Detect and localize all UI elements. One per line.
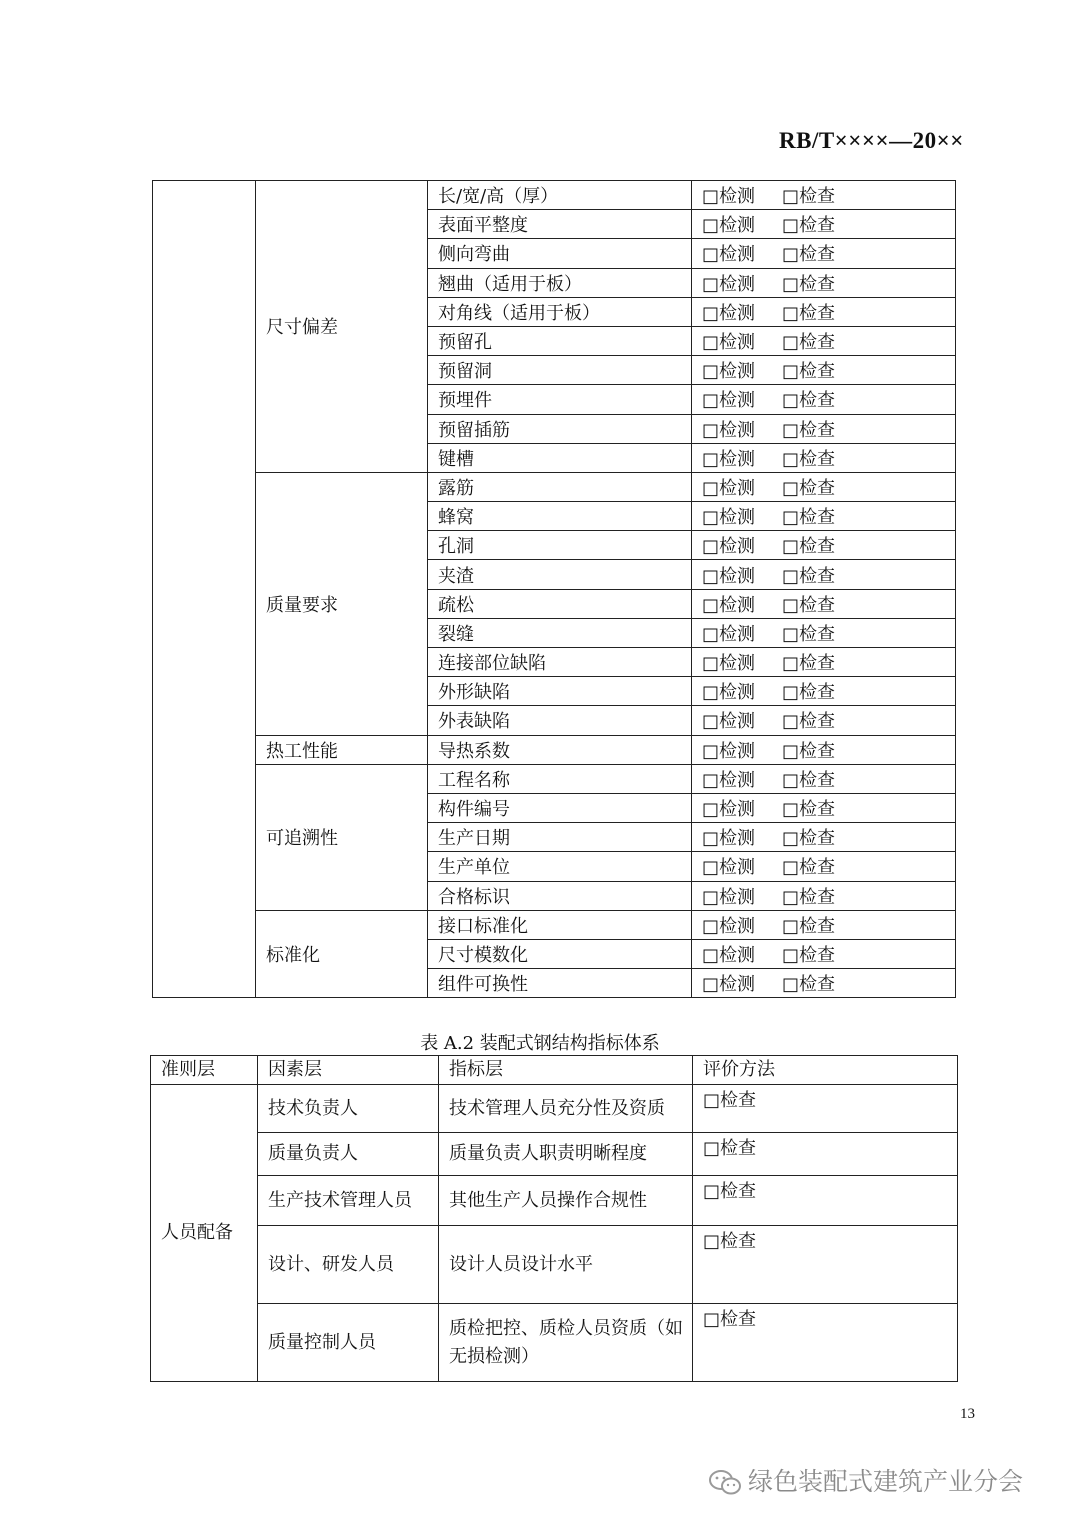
method-cell: □检查 bbox=[693, 1226, 958, 1304]
method-cell bbox=[692, 414, 956, 443]
header-criterion: 准则层 bbox=[151, 1056, 258, 1085]
method-inspect-checkbox: □检查 bbox=[782, 799, 836, 821]
method-detect-checkbox: □检测 bbox=[702, 857, 756, 879]
method-detect-checkbox: □检测 bbox=[702, 653, 756, 675]
indicator-cell: 组件可换性 bbox=[428, 969, 692, 998]
indicator-cell: 设计人员设计水平 bbox=[439, 1226, 693, 1304]
factor-cell: 设计、研发人员 bbox=[258, 1226, 439, 1304]
method-inspect-checkbox: □检查 bbox=[782, 244, 836, 266]
indicator-cell: 对角线（适用于板） bbox=[428, 297, 692, 326]
method-cell bbox=[692, 793, 956, 822]
method-cell bbox=[692, 531, 956, 560]
indicator-cell: 长/宽/高（厚） bbox=[428, 181, 692, 210]
method-inspect-checkbox: □检查 bbox=[782, 623, 836, 645]
method-inspect-checkbox: □检查 bbox=[782, 419, 836, 441]
method-detect-checkbox: □检测 bbox=[702, 419, 756, 441]
indicator-cell: 夹渣 bbox=[428, 560, 692, 589]
table-row bbox=[151, 1304, 958, 1382]
method-inspect-checkbox: □检查 bbox=[782, 477, 836, 499]
method-cell bbox=[692, 472, 956, 501]
method-inspect-checkbox: □检查 bbox=[782, 740, 836, 762]
standard-code: RB/T××××—20×× bbox=[779, 128, 964, 153]
method-detect-checkbox: □检测 bbox=[702, 507, 756, 529]
table-row bbox=[153, 764, 956, 793]
table-row bbox=[153, 910, 956, 939]
table-row bbox=[151, 1085, 958, 1133]
indicator-cell: 预埋件 bbox=[428, 385, 692, 414]
indicator-cell: 裂缝 bbox=[428, 618, 692, 647]
factor-cell: 热工性能 bbox=[256, 735, 428, 764]
method-inspect-checkbox: □检查 bbox=[782, 974, 836, 996]
header-indicator: 指标层 bbox=[439, 1056, 693, 1085]
method-cell bbox=[692, 443, 956, 472]
method-detect-checkbox: □检测 bbox=[702, 390, 756, 412]
indicator-cell: 其他生产人员操作合规性 bbox=[439, 1176, 693, 1226]
method-inspect-checkbox: □检查 bbox=[782, 361, 836, 383]
method-cell bbox=[692, 239, 956, 268]
header-factor: 因素层 bbox=[258, 1056, 439, 1085]
table-header-row bbox=[151, 1056, 958, 1085]
method-detect-checkbox: □检测 bbox=[702, 273, 756, 295]
page-number: 13 bbox=[960, 1406, 975, 1422]
indicator-cell: 表面平整度 bbox=[428, 210, 692, 239]
method-cell bbox=[692, 881, 956, 910]
method-detect-checkbox: □检测 bbox=[702, 740, 756, 762]
method-cell bbox=[692, 210, 956, 239]
method-detect-checkbox: □检测 bbox=[702, 711, 756, 733]
method-cell bbox=[692, 589, 956, 618]
method-cell bbox=[692, 969, 956, 998]
method-inspect-checkbox: □检查 bbox=[782, 915, 836, 937]
method-inspect-checkbox: □检查 bbox=[782, 390, 836, 412]
table-row bbox=[153, 735, 956, 764]
method-detect-checkbox: □检测 bbox=[702, 186, 756, 208]
method-inspect-checkbox: □检查 bbox=[782, 215, 836, 237]
factor-cell: 尺寸偏差 bbox=[256, 181, 428, 473]
method-inspect-checkbox: □检查 bbox=[782, 682, 836, 704]
method-cell bbox=[692, 356, 956, 385]
method-cell: □检查 bbox=[693, 1304, 958, 1382]
method-cell bbox=[692, 706, 956, 735]
method-detect-checkbox: □检测 bbox=[702, 332, 756, 354]
method-cell bbox=[692, 268, 956, 297]
watermark-text: 绿色装配式建筑产业分会 bbox=[748, 1467, 1024, 1496]
indicator-cell: 导热系数 bbox=[428, 735, 692, 764]
criterion-cell: 人员配备 bbox=[151, 1085, 258, 1382]
method-inspect-checkbox: □检查 bbox=[782, 944, 836, 966]
table-row bbox=[151, 1226, 958, 1304]
method-detect-checkbox: □检测 bbox=[702, 828, 756, 850]
indicator-cell: 外形缺陷 bbox=[428, 677, 692, 706]
indicator-cell: 质量负责人职责明晰程度 bbox=[439, 1133, 693, 1176]
method-detect-checkbox: □检测 bbox=[702, 944, 756, 966]
method-inspect-checkbox: □检查 bbox=[782, 828, 836, 850]
method-detect-checkbox: □检测 bbox=[702, 682, 756, 704]
indicator-cell: 构件编号 bbox=[428, 793, 692, 822]
method-detect-checkbox: □检测 bbox=[702, 361, 756, 383]
method-cell bbox=[692, 297, 956, 326]
method-inspect-checkbox: □检查 bbox=[782, 273, 836, 295]
method-cell bbox=[692, 560, 956, 589]
indicator-table-a1-continued bbox=[152, 180, 956, 998]
indicator-cell: 预留洞 bbox=[428, 356, 692, 385]
method-cell bbox=[692, 181, 956, 210]
indicator-cell: 生产单位 bbox=[428, 852, 692, 881]
table-row bbox=[151, 1176, 958, 1226]
table-row bbox=[151, 1133, 958, 1176]
method-inspect-checkbox: □检查 bbox=[782, 886, 836, 908]
method-inspect-checkbox: □检查 bbox=[782, 653, 836, 675]
method-cell bbox=[692, 326, 956, 355]
factor-cell: 技术负责人 bbox=[258, 1085, 439, 1133]
method-cell bbox=[692, 385, 956, 414]
indicator-cell: 预留孔 bbox=[428, 326, 692, 355]
method-cell bbox=[692, 735, 956, 764]
indicator-cell: 合格标识 bbox=[428, 881, 692, 910]
indicator-cell: 外表缺陷 bbox=[428, 706, 692, 735]
table-row bbox=[153, 472, 956, 501]
factor-cell: 生产技术管理人员 bbox=[258, 1176, 439, 1226]
method-cell bbox=[692, 764, 956, 793]
indicator-cell: 工程名称 bbox=[428, 764, 692, 793]
method-cell bbox=[692, 823, 956, 852]
factor-cell: 质量负责人 bbox=[258, 1133, 439, 1176]
method-detect-checkbox: □检测 bbox=[702, 302, 756, 324]
method-inspect-checkbox: □检查 bbox=[782, 332, 836, 354]
factor-cell: 质量要求 bbox=[256, 472, 428, 735]
method-detect-checkbox: □检测 bbox=[702, 448, 756, 470]
method-detect-checkbox: □检测 bbox=[702, 565, 756, 587]
method-detect-checkbox: □检测 bbox=[702, 536, 756, 558]
method-inspect-checkbox: □检查 bbox=[782, 186, 836, 208]
method-cell: □检查 bbox=[693, 1176, 958, 1226]
method-cell bbox=[692, 618, 956, 647]
method-cell bbox=[692, 502, 956, 531]
indicator-cell: 疏松 bbox=[428, 589, 692, 618]
method-cell: □检查 bbox=[693, 1085, 958, 1133]
indicator-cell: 技术管理人员充分性及资质 bbox=[439, 1085, 693, 1133]
method-inspect-checkbox: □检查 bbox=[782, 857, 836, 879]
method-detect-checkbox: □检测 bbox=[702, 799, 756, 821]
table-caption: 表 A.2 装配式钢结构指标体系 bbox=[420, 1033, 660, 1054]
indicator-cell: 翘曲（适用于板） bbox=[428, 268, 692, 297]
factor-cell: 质量控制人员 bbox=[258, 1304, 439, 1382]
method-cell bbox=[692, 677, 956, 706]
method-inspect-checkbox: □检查 bbox=[782, 594, 836, 616]
method-detect-checkbox: □检测 bbox=[702, 886, 756, 908]
method-inspect-checkbox: □检查 bbox=[782, 507, 836, 529]
method-detect-checkbox: □检测 bbox=[702, 915, 756, 937]
indicator-cell: 键槽 bbox=[428, 443, 692, 472]
method-inspect-checkbox: □检查 bbox=[782, 448, 836, 470]
indicator-table-a2 bbox=[150, 1055, 958, 1382]
method-detect-checkbox: □检测 bbox=[702, 594, 756, 616]
indicator-cell: 质检把控、质检人员资质（如无损检测） bbox=[439, 1304, 693, 1382]
method-detect-checkbox: □检测 bbox=[702, 623, 756, 645]
factor-cell: 可追溯性 bbox=[256, 764, 428, 910]
method-detect-checkbox: □检测 bbox=[702, 244, 756, 266]
indicator-cell: 接口标准化 bbox=[428, 910, 692, 939]
header-method: 评价方法 bbox=[693, 1056, 958, 1085]
method-inspect-checkbox: □检查 bbox=[782, 302, 836, 324]
indicator-cell: 蜂窝 bbox=[428, 502, 692, 531]
criterion-cell bbox=[153, 181, 256, 998]
factor-cell: 标准化 bbox=[256, 910, 428, 998]
method-cell bbox=[692, 939, 956, 968]
method-inspect-checkbox: □检查 bbox=[782, 565, 836, 587]
indicator-cell: 孔洞 bbox=[428, 531, 692, 560]
indicator-cell: 预留插筋 bbox=[428, 414, 692, 443]
method-cell bbox=[692, 648, 956, 677]
indicator-cell: 连接部位缺陷 bbox=[428, 648, 692, 677]
method-inspect-checkbox: □检查 bbox=[782, 769, 836, 791]
method-cell: □检查 bbox=[693, 1133, 958, 1176]
method-inspect-checkbox: □检查 bbox=[782, 536, 836, 558]
method-inspect-checkbox: □检查 bbox=[782, 711, 836, 733]
method-cell bbox=[692, 852, 956, 881]
table-row bbox=[153, 181, 956, 210]
method-detect-checkbox: □检测 bbox=[702, 769, 756, 791]
method-detect-checkbox: □检测 bbox=[702, 477, 756, 499]
watermark bbox=[708, 1462, 1023, 1498]
method-detect-checkbox: □检测 bbox=[702, 215, 756, 237]
wechat-icon bbox=[708, 1469, 742, 1497]
indicator-cell: 尺寸模数化 bbox=[428, 939, 692, 968]
indicator-cell: 露筋 bbox=[428, 472, 692, 501]
method-detect-checkbox: □检测 bbox=[702, 974, 756, 996]
indicator-cell: 生产日期 bbox=[428, 823, 692, 852]
indicator-cell: 侧向弯曲 bbox=[428, 239, 692, 268]
method-cell bbox=[692, 910, 956, 939]
